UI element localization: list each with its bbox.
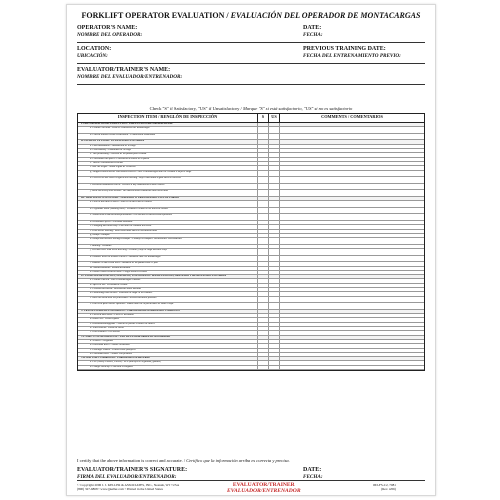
evaluator-name-label: EVALUATOR/TRAINER'S NAME: NOMBRE DEL EVALUADOR/ENTRENADOR: <box>77 67 183 80</box>
section-heading: V. TRUCK LOADING/UNLOADING / CARGANDO/DESCARGANDO CAMIONES <box>78 310 258 313</box>
comments-cell[interactable] <box>280 340 424 343</box>
comments-cell[interactable] <box>280 331 424 334</box>
unsatisfactory-cell[interactable] <box>269 271 280 274</box>
inspection-item-label: a. Forklift Checklist / Lista de verificación del montacargas <box>78 127 258 133</box>
unsatisfactory-cell <box>269 357 280 360</box>
comments-cell[interactable] <box>280 149 424 152</box>
unsatisfactory-cell[interactable] <box>269 331 280 334</box>
unsatisfactory-cell <box>269 336 280 339</box>
comments-cell[interactable] <box>280 318 424 321</box>
inspection-item-label: b. Load stability / Estabilidad de la carga <box>78 149 258 152</box>
unsatisfactory-cell[interactable] <box>269 225 280 228</box>
comments-cell[interactable] <box>280 245 424 248</box>
satisfactory-cell[interactable] <box>258 288 269 291</box>
inspection-item-label: c. Tine positioning / Posición de las puntas para levantar <box>78 153 258 156</box>
inspection-item-label: f. Fork clear pallet before up/down / Puntas libres de la paleta antes de subir o bajar <box>78 303 258 309</box>
unsatisfactory-cell[interactable] <box>269 249 280 255</box>
satisfactory-cell[interactable] <box>258 361 269 364</box>
form-sheet <box>66 4 436 496</box>
inspection-item-label: h. Lowered to safe travel height before moving / Bajó a una altura segura antes de moverse <box>78 177 258 183</box>
inspection-item-label: d. Pedestrian travel / Avance con peatones <box>78 353 258 356</box>
satisfactory-cell[interactable] <box>258 166 269 169</box>
comments-cell[interactable] <box>280 221 424 224</box>
inspection-item-label: b. Legitimate mode (running lines) / Permanece dentro de las líneas de avance <box>78 208 258 214</box>
satisfactory-cell[interactable] <box>258 366 269 369</box>
unsatisfactory-cell[interactable] <box>269 297 280 303</box>
unsatisfactory-cell[interactable] <box>269 262 280 265</box>
table-row <box>78 297 424 304</box>
section-heading: IV. LOAD MANIPULATION, STACKING, UNSTACKING / MANIPULACIÓN, APILANDO Y REMOVIENDO LA CARGA <box>78 275 258 278</box>
unsatisfactory-cell[interactable] <box>269 214 280 220</box>
footer-publisher: © Copyright 2006 J. J. KELLER & ASSOCIATES, INC., Neenah, WI • USA (800) 327-6868 • www.jjkeller.com • Printed in the United States <box>77 483 180 491</box>
unsatisfactory-cell <box>269 123 280 126</box>
inspection-item-label: a. Look in direction of travel / Mira en la dirección del avance <box>78 201 258 207</box>
satisfactory-cell[interactable] <box>258 297 269 303</box>
comments-cell[interactable] <box>280 323 424 326</box>
table-row <box>78 177 424 184</box>
satisfactory-cell[interactable] <box>258 344 269 347</box>
table-row <box>78 134 424 141</box>
inspection-item-label: a. Forklift centered / Está el montacargas centrado <box>78 279 258 282</box>
comments-cell <box>280 140 424 143</box>
unsatisfactory-cell[interactable] <box>269 190 280 196</box>
inspection-item-label: a. PPE (Safety Glasses, Gloves) / EPP (anteojos de seguridad, guantes) <box>78 361 258 364</box>
inspection-item-label: b. Speed of lift / Velocidad de levante <box>78 284 258 287</box>
header-comments: COMMENTS / COMENTARIOS <box>321 114 383 119</box>
inspection-item-label: e. Horn sounded / Usó bocina <box>78 331 258 334</box>
comments-cell[interactable] <box>280 327 424 330</box>
unsatisfactory-cell[interactable] <box>269 353 280 356</box>
satisfactory-cell[interactable] <box>258 162 269 165</box>
table-row <box>78 249 424 256</box>
unsatisfactory-cell <box>269 310 280 313</box>
comments-cell[interactable] <box>280 288 424 291</box>
inspection-table <box>77 113 425 371</box>
satisfactory-cell[interactable] <box>258 262 269 265</box>
table-row <box>78 238 424 245</box>
satisfactory-cell[interactable] <box>258 153 269 156</box>
inspection-item-label: h. Ramps and inclines driving technique / Condujo en rampas e inclinaciones correctamente <box>78 238 258 244</box>
inspection-item-label: c. Passenger control / Control sobre pasajeros <box>78 349 258 352</box>
comments-cell[interactable] <box>280 271 424 274</box>
comments-cell[interactable] <box>280 162 424 165</box>
satisfactory-cell[interactable] <box>258 349 269 352</box>
comments-cell <box>280 197 424 200</box>
satisfactory-cell[interactable] <box>258 208 269 214</box>
unsatisfactory-cell[interactable] <box>269 134 280 140</box>
unsatisfactory-cell[interactable] <box>269 245 280 248</box>
title-spanish: EVALUACIÓN DEL OPERADOR DE MONTACARGAS <box>230 11 421 20</box>
section-heading: III. TRAVELING WITH LOAD / VIAJANDO O TRANSITANDO CON LA CARGA <box>78 197 258 200</box>
comments-cell[interactable] <box>280 190 424 196</box>
unsatisfactory-cell[interactable] <box>269 349 280 352</box>
satisfactory-cell[interactable] <box>258 134 269 140</box>
unsatisfactory-cell[interactable] <box>269 177 280 183</box>
comments-cell <box>280 275 424 278</box>
inspection-item-label: l. Distance of tines from floor / Distancia de las puntas sobre el piso <box>78 262 258 265</box>
inspection-item-label: a. Load distribution / Distribución de la carga <box>78 145 258 148</box>
unsatisfactory-cell[interactable] <box>269 303 280 309</box>
previous-training-date-label: PREVIOUS TRAINING DATE: FECHA DEL ENTRENAMIENTO PREVIO: <box>303 46 401 59</box>
satisfactory-cell <box>258 140 269 143</box>
comments-cell[interactable] <box>280 292 424 295</box>
comments-cell[interactable] <box>280 344 424 347</box>
comments-cell[interactable] <box>280 234 424 237</box>
table-row <box>78 256 424 263</box>
comments-cell[interactable] <box>280 177 424 183</box>
unsatisfactory-cell <box>269 140 280 143</box>
satisfactory-cell[interactable] <box>258 340 269 343</box>
satisfactory-cell[interactable] <box>258 221 269 224</box>
satisfactory-cell[interactable] <box>258 303 269 309</box>
unsatisfactory-cell[interactable] <box>269 238 280 244</box>
comments-cell[interactable] <box>280 284 424 287</box>
satisfactory-cell[interactable] <box>258 267 269 270</box>
evaluator-name-row[interactable] <box>77 67 425 85</box>
satisfactory-cell[interactable] <box>258 245 269 248</box>
unsatisfactory-cell[interactable] <box>269 208 280 214</box>
satisfactory-cell <box>258 336 269 339</box>
inspection-item-label: n. Double loads/overhead loads / Cargas dobles/elevadas <box>78 271 258 274</box>
inspection-item-label: f. Safe lift height / Altura segura de elevación <box>78 166 258 169</box>
inspection-item-label: c. Dockboard/bridgeplate / Tablero de puente o tablero de muelle <box>78 323 258 326</box>
title-separator: / <box>226 11 229 20</box>
satisfactory-cell <box>258 123 269 126</box>
form-title <box>77 11 425 21</box>
unsatisfactory-cell[interactable] <box>269 267 280 270</box>
comments-cell[interactable] <box>280 366 424 369</box>
table-row <box>78 201 424 208</box>
comments-cell[interactable] <box>280 238 424 244</box>
satisfactory-cell[interactable] <box>258 353 269 356</box>
comments-cell[interactable] <box>280 184 424 190</box>
satisfactory-cell[interactable] <box>258 318 269 321</box>
comments-cell[interactable] <box>280 230 424 233</box>
unsatisfactory-cell[interactable] <box>269 327 280 330</box>
inspection-item-label: i. Overhead obstruction check / Verificó si hay obstrucciones sobre cabeza <box>78 184 258 190</box>
inspection-item-label: e. Tilt/lift / Inclinación/elevación <box>78 162 258 165</box>
comments-cell[interactable] <box>280 171 424 177</box>
comments-cell[interactable] <box>280 361 424 364</box>
satisfactory-cell[interactable] <box>258 230 269 233</box>
comments-cell[interactable] <box>280 153 424 156</box>
comments-cell[interactable] <box>280 134 424 140</box>
comments-cell[interactable] <box>280 208 424 214</box>
unsatisfactory-cell[interactable] <box>269 344 280 347</box>
satisfactory-cell[interactable] <box>258 249 269 255</box>
table-body <box>78 123 424 370</box>
unsatisfactory-cell[interactable] <box>269 171 280 177</box>
satisfactory-cell[interactable] <box>258 149 269 152</box>
satisfactory-cell[interactable] <box>258 158 269 161</box>
unsatisfactory-cell[interactable] <box>269 184 280 190</box>
satisfactory-cell[interactable] <box>258 271 269 274</box>
satisfactory-cell[interactable] <box>258 314 269 317</box>
location-label: LOCATION: UBICACIÓN: <box>77 46 112 59</box>
header-inspection-item: INSPECTION ITEM / RENGLÓN DE INSPECCIÓN <box>78 114 258 122</box>
inspection-item-label: m. Mount/dismount / Montar/desmontar <box>78 267 258 270</box>
unsatisfactory-cell[interactable] <box>269 314 280 317</box>
unsatisfactory-cell[interactable] <box>269 279 280 282</box>
satisfactory-cell[interactable] <box>258 284 269 287</box>
comments-cell[interactable] <box>280 303 424 309</box>
header-unsatisfactory: US <box>269 114 280 122</box>
comments-cell[interactable] <box>280 349 424 352</box>
unsatisfactory-cell[interactable] <box>269 323 280 326</box>
table-row <box>78 127 424 134</box>
comments-cell <box>280 123 424 126</box>
unsatisfactory-cell[interactable] <box>269 230 280 233</box>
signature-label: EVALUATOR/TRAINER'S SIGNATURE: FIRMA DEL EVALUADOR/ENTRENADOR: <box>77 467 188 480</box>
unsatisfactory-cell[interactable] <box>269 145 280 148</box>
comments-cell[interactable] <box>280 279 424 282</box>
inspection-item-label: b. Current forklift license/certification / Certificación actualizada <box>78 134 258 140</box>
unsatisfactory-cell[interactable] <box>269 256 280 262</box>
unsatisfactory-cell[interactable] <box>269 318 280 321</box>
satisfactory-cell <box>258 357 269 360</box>
inspection-item-label: j. Lift and lower load when traveling / Levantó y bajó la carga mientras viajó <box>78 249 258 255</box>
table-row <box>78 366 424 370</box>
inspection-item-label: d. Wheelchocks / Calzas de rueda <box>78 327 258 330</box>
unsatisfactory-cell[interactable] <box>269 153 280 156</box>
inspection-item-label: b. Brakes set / Frenos fijados <box>78 318 258 321</box>
comments-cell[interactable] <box>280 214 424 220</box>
inspection-item-label: e. Changing directions stop / Paró antes de cambiar dirección <box>78 225 258 228</box>
table-row <box>78 184 424 191</box>
inspection-item-label: b. Charger hook-up / Conexión al cargador <box>78 366 258 369</box>
comments-cell[interactable] <box>280 314 424 317</box>
satisfactory-cell <box>258 275 269 278</box>
certification-statement: I certify that the above information is correct and accurate. / Certifico que la información arriba es correcta y precisa. <box>77 458 290 463</box>
comments-cell[interactable] <box>280 166 424 169</box>
operator-name-label: OPERATOR'S NAME: NOMBRE DEL OPERADOR: <box>77 25 143 38</box>
unsatisfactory-cell[interactable] <box>269 127 280 133</box>
satisfactory-cell[interactable] <box>258 279 269 282</box>
unsatisfactory-cell[interactable] <box>269 361 280 364</box>
satisfactory-cell[interactable] <box>258 256 269 262</box>
satisfactory-cell <box>258 197 269 200</box>
comments-cell <box>280 357 424 360</box>
title-english: FORKLIFT OPERATOR EVALUATION <box>81 11 225 20</box>
unsatisfactory-cell[interactable] <box>269 234 280 237</box>
comments-cell[interactable] <box>280 353 424 356</box>
location-row[interactable] <box>77 46 425 64</box>
section-heading: VII. BATTERY CHARGING / CARGANDO LA BATERÍA <box>78 357 258 360</box>
comments-cell <box>280 310 424 313</box>
satisfactory-cell[interactable] <box>258 127 269 133</box>
footer-copy-designation: EVALUATOR/TRAINER EVALUADOR/ENTRENADOR <box>227 482 301 494</box>
table-row <box>78 190 424 197</box>
table-row <box>78 214 424 221</box>
comments-cell[interactable] <box>280 249 424 255</box>
inspection-item-label: j. Back out slowly/look behind / Dio marcha atrás lentamente/miró hacia atrás <box>78 190 258 196</box>
operator-name-row[interactable] <box>77 25 425 43</box>
footer-form-number: 063-FS-C2, 7081 (Rev. 4/06) <box>373 483 396 491</box>
comments-cell[interactable] <box>280 201 424 207</box>
satisfactory-cell[interactable] <box>258 145 269 148</box>
header-satisfactory: S <box>258 114 269 122</box>
rating-legend: Check "S" if Satisfactory, "US" if Unsatisfactory / Marque "S" si está satisfactorio, "US" si no es satisfactorio <box>149 106 353 111</box>
inspection-item-label: k. Distance between forklift vehicles / Distancia entre los montacargas <box>78 256 258 262</box>
satisfactory-cell[interactable] <box>258 323 269 326</box>
table-row <box>78 171 424 178</box>
unsatisfactory-cell[interactable] <box>269 292 280 295</box>
signature-row[interactable] <box>77 467 425 481</box>
inspection-item-label: a. Checked back stock / Checó el inventario <box>78 314 258 317</box>
table-row <box>78 303 424 310</box>
unsatisfactory-cell[interactable] <box>269 166 280 169</box>
comments-cell[interactable] <box>280 262 424 265</box>
comments-cell <box>280 336 424 339</box>
comments-cell[interactable] <box>280 127 424 133</box>
comments-cell[interactable] <box>280 267 424 270</box>
unsatisfactory-cell[interactable] <box>269 158 280 161</box>
inspection-item-label: e. Back off down/look for pedestrians / Retrocedió/buscó peatones <box>78 297 258 303</box>
unsatisfactory-cell[interactable] <box>269 284 280 287</box>
inspection-item-label: g. Stopped forklift before load raised/lowered / Paró el montacargas antes de levantar o bajar la carga <box>78 171 258 177</box>
inspection-item-label: b. Horizontal travel / Avance horizontal <box>78 344 258 347</box>
unsatisfactory-cell[interactable] <box>269 340 280 343</box>
satisfactory-cell[interactable] <box>258 225 269 228</box>
inspection-item-label: c. Forward movement / Movimiento hacia adelante <box>78 288 258 291</box>
unsatisfactory-cell[interactable] <box>269 162 280 165</box>
unsatisfactory-cell <box>269 275 280 278</box>
satisfactory-cell[interactable] <box>258 201 269 207</box>
section-heading: VI. SAFETY PLATFORM USE / USO DE PLATAFORMA DE SEGURIDAD <box>78 336 258 339</box>
inspection-item-label: g. Ramps / Rampas <box>78 234 258 237</box>
unsatisfactory-cell[interactable] <box>269 201 280 207</box>
unsatisfactory-cell[interactable] <box>269 288 280 291</box>
satisfactory-cell[interactable] <box>258 190 269 196</box>
section-heading: II. PICKING UP LOAD / LEVANTANDO LA CARGA <box>78 140 258 143</box>
satisfactory-cell[interactable] <box>258 238 269 244</box>
inspection-item-label: c. Sound horn at intersections/pedestrians / Usó bocina en intersecciones/peatones <box>78 214 258 220</box>
comments-cell[interactable] <box>280 145 424 148</box>
satisfactory-cell[interactable] <box>258 177 269 183</box>
table-row <box>78 208 424 215</box>
unsatisfactory-cell <box>269 197 280 200</box>
inspection-item-label: i. Braking / Frenando <box>78 245 258 248</box>
comments-cell[interactable] <box>280 297 424 303</box>
unsatisfactory-cell[interactable] <box>269 221 280 224</box>
unsatisfactory-cell[interactable] <box>269 366 280 369</box>
unsatisfactory-cell[interactable] <box>269 149 280 152</box>
section-heading: I. PRE-OPERATIONAL INSPECTION / INSPECCIÓN PRE-OPERACIONAL <box>78 123 258 126</box>
comments-cell[interactable] <box>280 158 424 161</box>
satisfactory-cell[interactable] <box>258 234 269 237</box>
satisfactory-cell[interactable] <box>258 292 269 295</box>
signature-date-label: DATE: FECHA: <box>303 467 323 480</box>
date-label: DATE: FECHA: <box>303 25 323 38</box>
comments-cell[interactable] <box>280 225 424 228</box>
satisfactory-cell <box>258 310 269 313</box>
satisfactory-cell[interactable] <box>258 331 269 334</box>
satisfactory-cell[interactable] <box>258 327 269 330</box>
satisfactory-cell[interactable] <box>258 214 269 220</box>
inspection-item-label: f. Look before backing / Miró hacia atrás antes de dar marcha atrás <box>78 230 258 233</box>
inspection-item-label: d. Reasonable speed / Velocidad razonable <box>78 221 258 224</box>
satisfactory-cell[interactable] <box>258 171 269 177</box>
inspection-item-label: d. Positioning load on rack / Posicionó la carga en los estantes <box>78 292 258 295</box>
comments-cell[interactable] <box>280 256 424 262</box>
inspection-item-label: a. Secured / Asegurado <box>78 340 258 343</box>
inspection-item-label: d. Penetration into pallet / Penetración a dentro de la paleta <box>78 158 258 161</box>
table-header <box>78 114 424 123</box>
satisfactory-cell[interactable] <box>258 184 269 190</box>
